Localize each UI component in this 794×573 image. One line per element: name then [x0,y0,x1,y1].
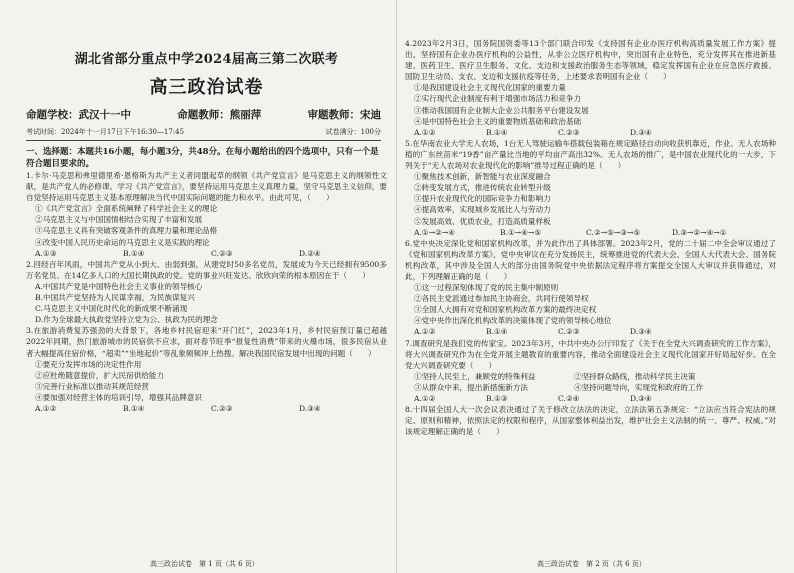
school: 命题学校：武汉十一中 [26,109,131,121]
option: ①《共产党宣言》全面系统阐释了科学社会主义的理论 [35,204,218,214]
answer-choice[interactable]: B.①④ [123,248,145,258]
option: B.中国共产党坚持为人民谋幸福，为民族谋复兴 [35,293,195,303]
answer-choice[interactable]: A.①② [414,127,436,137]
option: ③从群众中来，提出新措施新方法 [414,382,528,392]
option-pair [405,382,776,393]
option: ①要充分发挥市场的决定性作用 [35,359,142,369]
page-right [397,0,794,573]
question-stem: 2.回经百年风雨，中国共产党从小到大、由弱到强，从建党时50多名党员，发展成为今天已经拥有9500多万名党员、在14亿多人口的大国长期执政的党。党的事业兴旺发达、欣欣向荣的根本原因在于（ ） [26,259,387,280]
answer-choice[interactable]: B.①→④→⑤ [500,227,542,237]
question-stem: 7.调查研究是我们党的传家宝。2023年3月，中共中央办公厅印发了《关于在全党大兴调查研究的工作方案》，将大兴调查研究作为在全党开展主题教育的重要内容，推动全面建设社会主义现代化国家开好局起好步。在全党大兴调查研究要（ ） [405,338,776,370]
answer-choices [26,403,387,414]
answer-choice[interactable]: D.③④ [630,327,652,337]
answer-choice[interactable]: A.①→②→④ [414,227,456,237]
option: D.作为全球最大执政党坚持立党为公、执政为民的理念 [35,315,218,325]
question [405,238,776,338]
option: ③全国人大拥有对党和国家机构改革方案的最终决定权 [414,305,597,315]
answer-choice[interactable]: A.①② [414,327,436,337]
question-stem: 5.在华南农业大学无人农场，1台无人驾驶运输车搭载包装箱在规定路径自动向收获机靠近，作业。无人农场种植的广东丝苗米“19香”亩产量比当地的平均亩产高出32%。无人农场的推广，是中国农业现代化的一大步，下列关于“无人农场对农业现代化的影响”推导过程正确的是（ ） [405,138,776,171]
option: ①是我国建设社会主义现代化国家的重要力量 [414,83,566,93]
answer-choice[interactable]: C.②③ [211,248,233,258]
question-stem: 1.卡尔·马克思和弗里德里希·恩格斯为共产主义者同盟起草的纲领《共产党宣言》是马克思主义的纲领性文献，是共产党人的必修课。学习《共产党宣言》，要坚持运用马克思主义真理力量，坚守马克思主义信仰，要自觉坚持运用马克思主义基本原理解决当代中国实际问题的能力和水平。由此可见，（ ） [26,171,387,203]
question-list-left [26,170,387,414]
answer-choice[interactable]: A.①② [414,394,436,403]
answer-choice[interactable]: C.②③ [211,403,233,413]
answer-choices [405,227,776,238]
answer-choice[interactable]: D.②④ [299,248,321,258]
question-stem: 3.在旅游消费复苏强劲的大背景下，各地乡村民宿迎来“开门红”，2023年1月，乡村民宿预订量已超越2022年同期，热门旅游城市的民宿供不应求，面对春节旺季“报复性消费”带来的火爆市场，很多民宿从业者大幅提高住宿价格，“超卖”“坐地起价”等乱象频频冲上热搜。解决我国民宿发展中出现的问题（ ） [26,326,387,358]
option: ①聚焦技术创新，新智能与农业深度融合 [414,172,551,182]
option: ①坚持人民至上，兼顾党的特殊利益 [414,371,536,381]
question-list-right [405,38,776,437]
option: ③完善行业标准以推动其规范经营 [35,381,149,391]
question-stem: 8.十四届全国人大一次会议表决通过了关于修改立法法的决定，立法法第五条规定：“立法应当符合宪法的规定、原则和精神，依照法定的权限和程序，从国家整体利益出发，维护社会主义法制的统一、尊严、权威。”对该规定理解正确的是（ ） [405,405,776,437]
option: ④党中央作出深化机构改革的决策体现了党的领导核心地位 [414,316,612,326]
option: ②实行现代企业制度有利于增强市场活力和竞争力 [414,94,582,104]
option: ②应杜绝随意提价，扩大民宿供给能力 [35,370,165,380]
page-footer: 高三政治试卷 第 2 页（共 6 页） [537,560,646,568]
answer-choice[interactable]: A.①② [35,403,57,413]
option: ③提升农业现代化的国际竞争力和影响力 [414,194,551,204]
question-stem: 6.党中央决定深化党和国家机构改革，并为此作出了具体部署。2023年2月，党的二十届二中全会审议通过了《党和国家机构改革方案》，党中央审议在充分发扬民主，统筹推进党的代表大会、全国人大代表大会、国务院机构改革，其中涉及全国人大的部分由国务院党中央依据法定程序将方案提交全国人大审议并获得通过，对此，下列理解正确的是（ ） [405,238,776,281]
answer-choices [26,248,387,259]
option: A.中国共产党是中国特色社会主义事业的领导核心 [35,281,203,291]
question [405,138,776,238]
answer-choice[interactable]: D.③④ [630,127,652,137]
section-heading: 一、选择题：本题共16小题，每小题3分，共48分。在每小题给出的四个选项中，只有一个是符合题目要求的。 [26,147,379,169]
answer-choice[interactable]: C.②→⑤→③→⑤ [586,227,641,237]
answer-choice[interactable]: A.①③ [35,248,57,258]
question [405,338,776,405]
answer-choice[interactable]: B.①④ [123,403,145,413]
answer-choice[interactable]: D.③④ [299,403,321,413]
answer-choice[interactable]: B.①④ [486,127,508,137]
option: ②转变发展方式，推进传统农业转型升级 [414,183,551,193]
question [405,404,776,437]
option: ②坚持群众路线，推动科学民主决策 [574,371,696,381]
author: 命题教师：熊丽萍 [177,109,262,121]
option: ①这一过程深刻体现了党的民主集中制原则 [414,283,559,293]
option: ④是中国特色社会主义的重要物质基础和政治基础 [414,116,582,126]
question [405,38,776,138]
page-footer: 高三政治试卷 第 1 页（共 6 页） [150,560,259,568]
answer-choice[interactable]: B.①③ [486,394,508,403]
option: C.马克思主义中国化时代化的新成果不断涌现 [35,304,188,314]
staff-line [26,107,387,122]
answer-choice[interactable]: D.③④ [630,394,652,403]
answer-choices [405,326,776,337]
option: ⑤发展高效、优质农业，打造高质量样板 [414,216,551,226]
answer-choice[interactable]: D.③→②→④→① [672,227,727,237]
option: ②各民主党派通过参加民主协商会，共同行使领导权 [414,294,589,304]
reviewer: 审题教师：宋迪 [307,109,381,121]
option: ④改变中国人民历史命运的马克思主义是实践的理论 [35,237,210,247]
option: ②马克思主义与中国国情相结合实现了丰富和发展 [35,215,203,225]
option-pair [405,371,776,382]
question [26,325,387,414]
meta-line [26,127,387,137]
option: ③马克思主义具有突破客观条件的真理力量和理论品格 [35,226,218,236]
answer-choices [405,393,776,404]
answer-choice[interactable]: C.②③ [558,327,580,337]
question [26,170,387,259]
question-stem: 4.2023年2月3日，国务院国资委等13个部门联合印发《支持国有企业办医疗机构高质量发展工作方案》提出，坚持国有企业办医疗机构的公益性，从非公立医疗机构中，突出国有企业特色，充分发挥其在推进新基建、医药卫生、医疗卫生服务、文化、支边和支援政治服务生态等领域，稳定发挥国有企业在应急医疗救援、国防卫生动员、支农、支边和支援抗疫等任务，上述要求表明国有企业（ ） [405,39,776,82]
exam-title: 湖北省部分重点中学2024届高三第二次联考 [74,52,339,67]
option: ③推动我国国有企业制大企业公共服务平台建设发展 [414,105,589,115]
exam-time: 考试时间：2024年十一月17日下午16:30—17:45 [26,128,185,136]
option: ④坚持问题导向，实现党和政府的工作 [574,382,704,392]
exam-score: 试卷满分：100分 [325,128,381,136]
answer-choices [405,127,776,138]
answer-choice[interactable]: C.②③ [558,127,580,137]
subject-title: 高三政治试卷 [149,77,264,98]
answer-choice[interactable]: B.①④ [486,327,508,337]
question [26,259,387,326]
option: ④要加强对经营主体的培训引导，增强其品牌意识 [35,392,203,402]
answer-choice[interactable]: C.②④ [558,394,580,403]
option: ④提高效率，实现城乡发展比人与劳动力 [414,205,551,215]
divider [26,140,381,141]
